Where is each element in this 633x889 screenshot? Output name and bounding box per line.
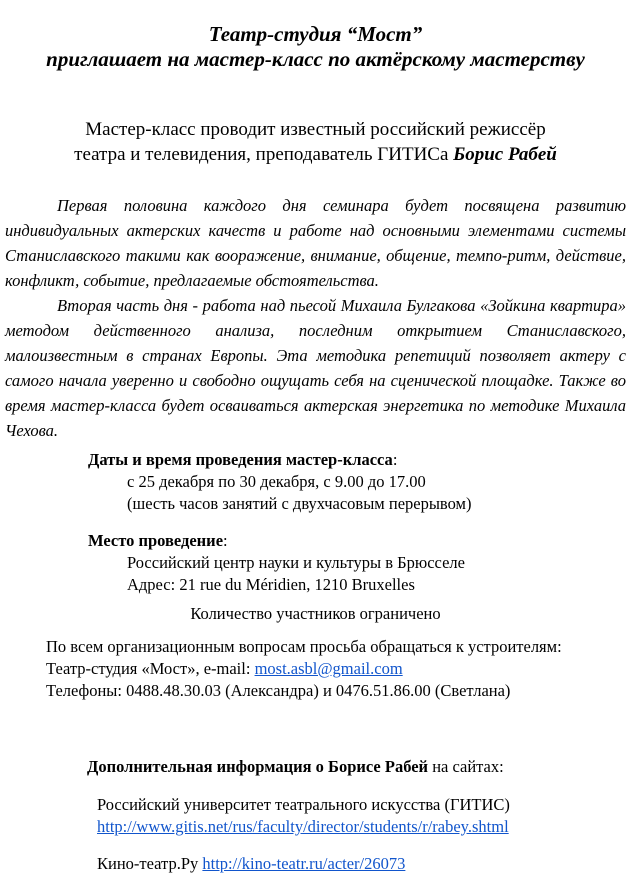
email-link[interactable]: most.asbl@gmail.com [254, 659, 403, 678]
venue-name: Российский центр науки и культуры в Брюсселе [127, 553, 465, 572]
participants-note: Количество участников ограничено [190, 604, 441, 623]
venue-label-line [88, 530, 626, 552]
dates-label: Даты и время проведения мастер-класса [88, 450, 393, 469]
gitis-site-name: Российский университет театрального искусства (ГИТИС) [97, 795, 510, 814]
dates-label-colon: : [392, 450, 398, 469]
document-title [5, 22, 626, 72]
paragraph-afternoon-session: Вторая часть дня - работа над пьесой Михаила Булгакова «Зойкина квартира» методом действенного анализа, последним открытием Станиславского, малоизвестным в странах Европы. Эта методика репетиций позволяет актеру с самого начала уверенно и свободно ощущать себя на сценической площадке. Также во время мастер-класса будет осваиваться актерская энергетика по методике Михаила Чехова. [5, 296, 626, 440]
subtitle-line-1: Мастер-класс проводит известный российский режиссёр [85, 119, 546, 140]
contacts-section [46, 636, 626, 702]
contacts-email-line [46, 658, 626, 680]
paragraph-morning-session: Первая половина каждого дня семинара будет посвящена развитию индивидуальных актерских качеств и работе над основными элементами системы Станиславского такими как вооражение, внимание, общение, темпо-ритм, действие, конфликт, событие, предлагаемые обстоятельства. [5, 196, 626, 290]
venue-label: Место проведение [88, 531, 224, 550]
kino-link[interactable]: http://kino-teatr.ru/acter/26073 [202, 854, 406, 873]
additional-heading [87, 756, 626, 778]
presenter-name: Борис Рабей [453, 144, 557, 165]
additional-heading-rest: на сайтах: [428, 757, 504, 776]
venue-label-colon: : [223, 531, 228, 550]
additional-info-section [87, 756, 626, 875]
subtitle-line-2-text: театра и телевидения, преподаватель ГИТИСа [74, 144, 454, 165]
title-line-2: приглашает на мастер-класс по актёрскому мастерству [46, 47, 585, 71]
subtitle-line-2 [5, 142, 626, 167]
additional-heading-bold: Дополнительная информация о Борисе Рабей [87, 757, 429, 776]
sites-list [97, 794, 626, 875]
body-paragraphs [5, 193, 626, 443]
gitis-link[interactable]: http://www.gitis.net/rus/faculty/director/students/r/rabey.shtml [97, 817, 509, 836]
kino-link-line [97, 853, 626, 875]
document-subtitle [5, 117, 626, 167]
title-line-1: Театр-студия “Мост” [208, 22, 423, 46]
venue-address: Адрес: 21 rue du Méridien, 1210 Bruxelles [127, 575, 415, 594]
schedule-section [88, 449, 626, 596]
dates-label-line [88, 449, 626, 471]
dates-note: (шесть часов занятий с двухчасовым перерывом) [127, 494, 472, 513]
contacts-intro: По всем организационным вопросам просьба обращаться к устроителям: [46, 637, 562, 656]
contacts-phones: Телефоны: 0488.48.30.03 (Александра) и 0476.51.86.00 (Светлана) [46, 681, 511, 700]
kino-site-name: Кино-театр.Ру [97, 854, 203, 873]
dates-value: с 25 декабря по 30 декабря, с 9.00 до 17.00 [127, 472, 426, 491]
contacts-email-prefix: Театр-студия «Мост», e-mail: [46, 659, 255, 678]
gitis-link-line [97, 816, 626, 838]
